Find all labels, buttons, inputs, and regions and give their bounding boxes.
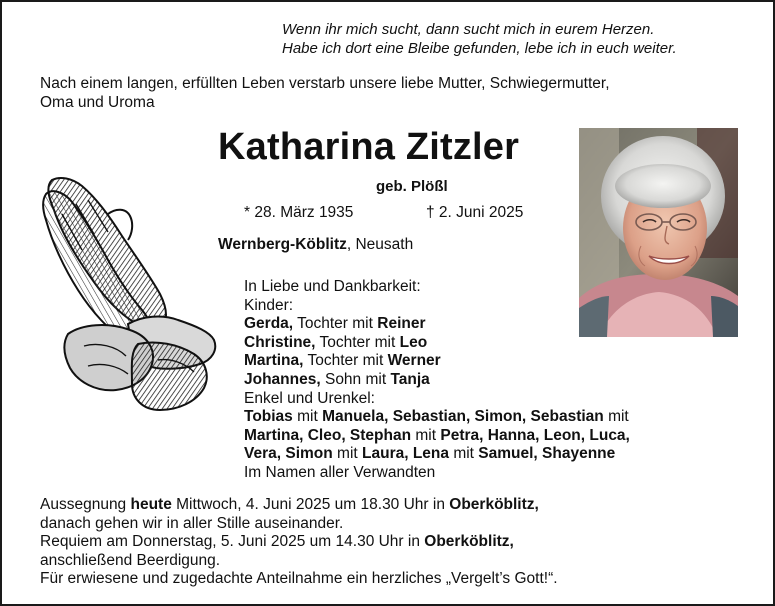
grandchildren-segment: Samuel, Shayenne xyxy=(478,445,616,463)
grandchildren-line xyxy=(244,445,630,464)
child-name: Martina, xyxy=(244,352,304,370)
service-segment: Oberköblitz, xyxy=(424,533,514,551)
grandchildren-segment: Manuela, Sebastian, Simon, Sebastian xyxy=(322,408,604,426)
child-name: Christine, xyxy=(244,333,316,351)
child-entry xyxy=(244,334,630,353)
grandchildren-segment: mit xyxy=(292,408,323,426)
deceased-name: Katharina Zitzler xyxy=(218,126,520,168)
grandchildren-segment: Tobias xyxy=(244,408,293,426)
intro-line-1: Nach einem langen, erfüllten Leben verstarb unsere liebe Mutter, Schwiegermutter, xyxy=(40,75,610,92)
closing-text: Im Namen aller Verwandten xyxy=(244,463,436,481)
child-relation: Tochter mit xyxy=(293,315,378,333)
grandchildren-segment: Martina, Cleo, Stephan xyxy=(244,426,412,444)
grandchildren-line xyxy=(244,427,630,446)
children-label xyxy=(244,297,630,316)
family-heading xyxy=(244,278,630,297)
child-partner: Werner xyxy=(387,352,441,370)
memorial-quote xyxy=(282,20,677,58)
intro-text xyxy=(40,74,610,112)
service-info xyxy=(40,496,558,589)
grandchildren-segment: Laura, Lena xyxy=(362,445,450,463)
residence-town: Wernberg-Köblitz xyxy=(218,236,347,253)
residence xyxy=(218,236,413,254)
child-entry xyxy=(244,371,630,390)
family-list xyxy=(244,278,630,483)
child-entry xyxy=(244,315,630,334)
grandchildren-segment: mit xyxy=(411,426,441,444)
praying-hands-icon xyxy=(38,174,220,416)
child-partner: Reiner xyxy=(377,315,426,333)
child-entry xyxy=(244,352,630,371)
quote-line-1: Wenn ihr mich sucht, dann sucht mich in eurem Herzen. xyxy=(282,21,655,38)
maiden-name: geb. Plößl xyxy=(376,178,448,195)
child-relation: Sohn mit xyxy=(320,370,391,388)
family-closing xyxy=(244,464,630,483)
service-line xyxy=(40,533,558,552)
service-segment: danach gehen wir in aller Stille auseinander. xyxy=(40,514,344,532)
birth-date: * 28. März 1935 xyxy=(244,204,354,221)
grandchildren-label xyxy=(244,390,630,409)
death-date: † 2. Juni 2025 xyxy=(426,204,524,221)
child-name: Gerda, xyxy=(244,315,294,333)
grandchildren-segment: Vera, Simon xyxy=(244,445,333,463)
service-line xyxy=(40,570,558,589)
service-segment: Requiem am Donnerstag, 5. Juni 2025 um 14.30 Uhr in xyxy=(40,533,425,551)
grandchildren-segment: mit xyxy=(332,445,363,463)
grandchildren-segment: Petra, Hanna, Leon, Luca, xyxy=(440,426,630,444)
service-segment: anschließend Beerdigung. xyxy=(40,551,221,569)
service-line xyxy=(40,515,558,534)
service-segment: heute xyxy=(130,496,172,513)
service-segment: Aussegnung xyxy=(40,496,131,513)
child-relation: Tochter mit xyxy=(303,352,388,370)
heading-text: In Liebe und Dankbarkeit: xyxy=(244,278,421,295)
children-label-text: Kinder: xyxy=(244,296,294,314)
child-relation: Tochter mit xyxy=(315,333,400,351)
grandchildren-segment: mit xyxy=(449,445,479,463)
intro-line-2: Oma und Uroma xyxy=(40,94,155,111)
child-name: Johannes, xyxy=(244,370,321,388)
grandchildren-segment: mit xyxy=(603,408,629,426)
grandchildren-line xyxy=(244,408,630,427)
quote-line-2: Habe ich dort eine Bleibe gefunden, lebe ich in euch weiter. xyxy=(282,40,677,57)
child-partner: Leo xyxy=(399,333,428,351)
service-line xyxy=(40,552,558,571)
child-partner: Tanja xyxy=(390,370,430,388)
service-line xyxy=(40,496,558,515)
service-segment: Oberköblitz, xyxy=(449,496,539,513)
service-segment: Für erwiesene und zugedachte Anteilnahme ein herzliches „Vergelt’s Gott!“. xyxy=(40,570,558,588)
service-segment: Mittwoch, 4. Juni 2025 um 18.30 Uhr in xyxy=(171,496,450,513)
residence-district: , Neusath xyxy=(346,236,414,253)
grandchildren-label-text: Enkel und Urenkel: xyxy=(244,389,375,407)
